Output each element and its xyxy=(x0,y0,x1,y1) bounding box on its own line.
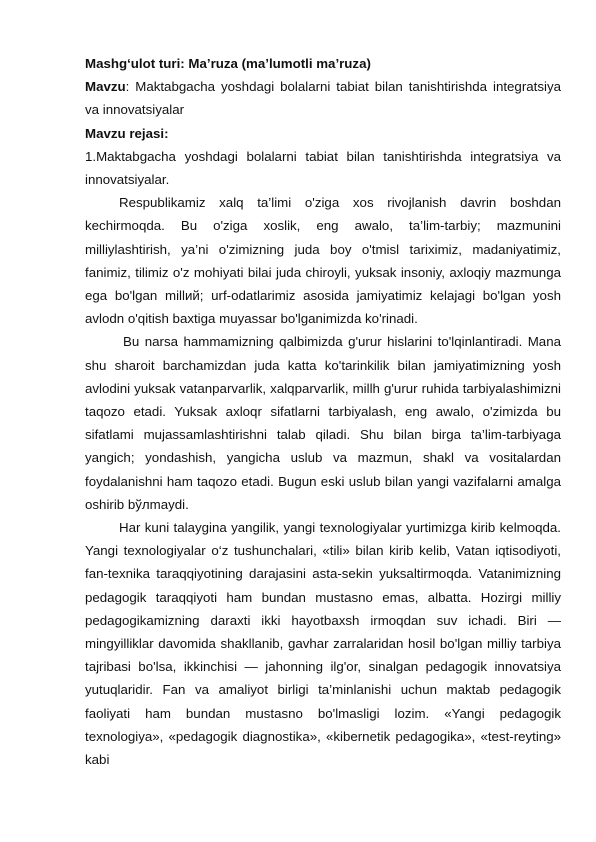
topic-line xyxy=(85,75,561,121)
paragraph-3: Har kuni talaygina yangilik, yangi texnologiyalar yurtimizga kirib kelmoqda. Yangi texnologiyalar o‘z tushunchalari, «tili» bilan kirib kelib, Vatan iqtisodiyoti, fan-texnika taraqqiyotining darajasini asta-sekin yuksaltirmoqda. Vatanimizning pedagogik taraqqiyoti ham bundan mustasno emas, albatta. Hozirgi milliy pedagogikamizning daraxti ikki hayotbaxsh irmoqdan suv ichadi. Biri — mingyilliklar davomida shakllanib, gavhar zarralaridan hosil bo'lgan milliy tarbiya tajribasi bo'lsa, ikkinchisi — jahonning ilg'or, sinalgan pedagogik innovatsiya yutuqlaridir. Fan va amaliyot birligi ta’minlanishi uchun maktab pedagogik faoliyati ham bundan mustasno bo'lmasligi lozim. «Yangi pedagogik texnologiya», «pedagogik diagnostika», «kibernetik pedagogika», «test-reyting» kabi xyxy=(85,520,561,768)
topic-text: : Maktabgacha yoshdagi bolalarni tabiat bilan tanishtirishda integratsiya va innovatsiyalar xyxy=(85,79,561,118)
paragraph-1: Respublikamiz xalq ta’limi o'ziga xos rivojlanish davrin boshdan kechirmoqda. Bu o'ziga xoslik, eng awalo, ta’lim-tarbiy; mazmunini milliylashtirish, ya’ni o'zimizning juda boy o'tmisl tariximiz, madaniyatimiz, fanimiz, tilimiz o'z mohiyati bilai juda chiroyli, yuksak insoniy, axloqiy mazmunga ega bo'lgan millий; urf-odatlarimiz asosida jamiyatimiz kelajagi bo'lgan yosh avlodn o'qitish baxtiga muyassar bo'lganimizda ko'rinadi. xyxy=(85,195,561,327)
plan-heading: Mavzu rejasi: xyxy=(85,125,169,141)
paragraph-2: Bu narsa hammamizning qalbimizda g'urur hislarini to'lqinlantiradi. Mana shu sharoit barchamizdan juda katta ko'tarinkilik bilan jamiyatimizning yosh avlodini yuksak vatanparvarlik, xalqparvarlik, millh g'urur ruhida tarbiyalashimizni taqozo etadi. Yuksak axloqr sifatlarni tarbiyalash, eng awalo, o'zimizda bu sifatlami mujassamlashtirishni talab qiladi. Shu bilan birga ta’lim-tarbiyaga yangich; yondashish, yangicha uslub va mazmun, shakl va vositalardan foydalanishni ham taqozo etadi. Bugun eski uslub bilan yangi vazifalarni amalga oshirib bўлmaydi. xyxy=(85,334,561,512)
document-page xyxy=(85,52,561,771)
lesson-type: Mashg‘ulot turi: Ma’ruza (ma’lumotli ma’ruza) xyxy=(85,56,371,71)
topic-label: Mavzu xyxy=(85,79,126,95)
plan-item: 1.Maktabgacha yoshdagi bolalarni tabiat bilan tanishtirishda integratsiya va innovatsiyalar. xyxy=(85,148,561,188)
